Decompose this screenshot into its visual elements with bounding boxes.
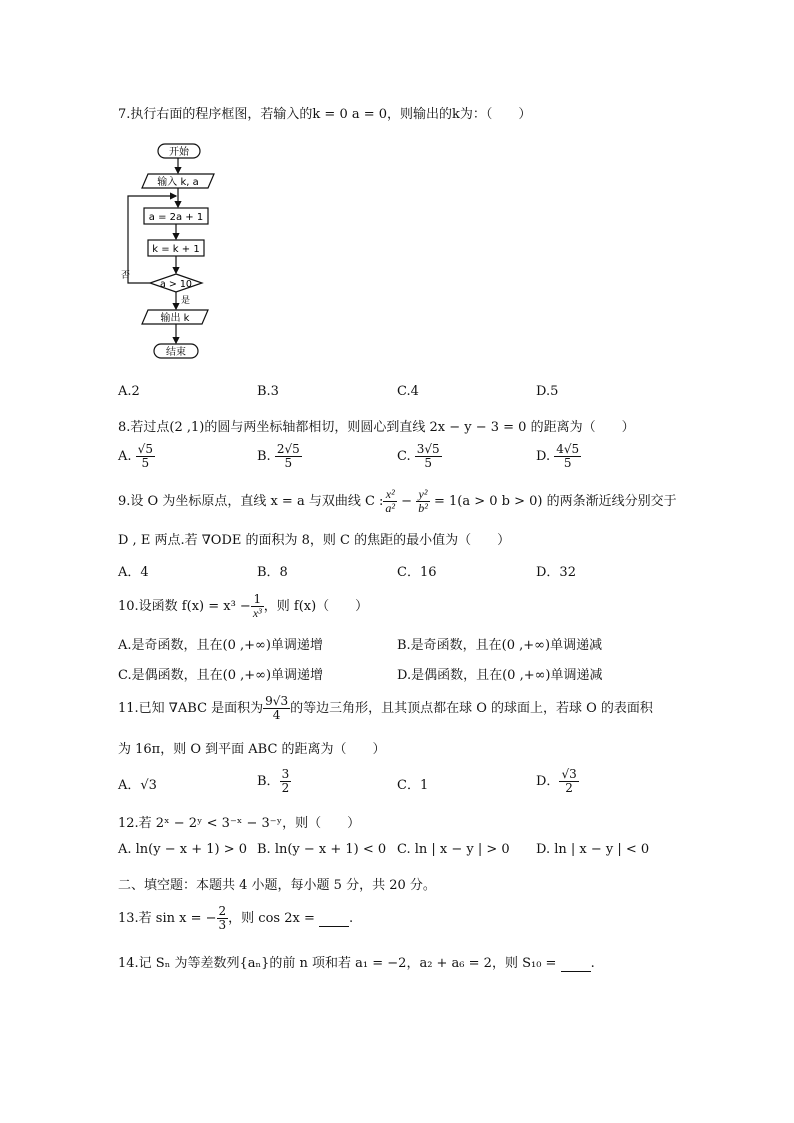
q11-option-d[interactable]: D． $\frac{√3}{2}$ (536, 767, 577, 795)
q9-option-b[interactable]: B．8 (257, 565, 288, 580)
flowchart (118, 138, 238, 368)
q8-option-a[interactable] (118, 443, 155, 470)
q11-option-d-frac: $\frac{√3}{2}$ (561, 767, 577, 795)
flow-step2: k = k + 1 (152, 244, 200, 255)
q7-stem: 7.执行右面的程序框图，若输入的k = 0 a = 0，则输出的k为：（ ） (118, 107, 532, 122)
q9-option-c[interactable]: C．16 (397, 565, 437, 580)
flow-input: 输入 k, a (157, 177, 199, 188)
q8-option-a-label: A. (118, 449, 132, 464)
q7-option-b[interactable]: B.3 (257, 384, 279, 399)
q14-stem: 14.记 Sₙ 为等差数列{aₙ}的前 n 项和若 a₁ = −2，a₂ + a₆ = 2，则 S₁₀ = . (118, 956, 595, 971)
q8-option-b[interactable] (257, 443, 302, 470)
q8-option-d-frac: $\frac{4√5}{5}$ (556, 442, 580, 470)
q12-stem: 12.若 2ˣ − 2ʸ < 3⁻ˣ − 3⁻ʸ，则（ ） (118, 816, 361, 831)
flow-start: 开始 (169, 147, 189, 158)
q11-option-a[interactable]: A．√3 (118, 778, 157, 793)
q9-stem-line1: 9.设 O 为坐标原点，直线 x = a 与双曲线 C : $\frac{\text{x²}}{\text{a²}}$ − $\frac{\text{y²}}{\text{b²}}$ = 1(a > 0 b > 0) 的两条渐近线分别交于 (118, 487, 677, 515)
q8-option-c[interactable] (397, 443, 442, 470)
q9-hyp-frac1: $\frac{\text{x²}}{\text{a²}}$ (385, 487, 396, 515)
q11-stem-line2: 为 16π，则 O 到平面 ABC 的距离为（ ） (118, 742, 386, 757)
q9-option-a[interactable]: A．4 (118, 565, 149, 580)
q8-option-b-frac: $\frac{2√5}{5}$ (276, 442, 300, 470)
flow-yes: 是 (181, 296, 191, 306)
flow-output: 输出 k (160, 313, 190, 324)
q8-stem: 8.若过点(2 ,1)的圆与两坐标轴都相切，则圆心到直线 2x − y − 3 = 0 的距离为（ ） (118, 420, 635, 435)
q12-option-a[interactable]: A. ln(y − x + 1) > 0 (118, 842, 248, 857)
q10-option-b[interactable]: B.是奇函数，且在(0 ,+∞)单调递减 (397, 638, 603, 653)
q10-stem: 10.设函数 f(x) = x³ − $\frac{1}{\text{x³}}$ ，则 f(x)（ ） (118, 592, 369, 620)
q11-stem-line1: 11.已知 ∇ABC 是面积为 $\frac{9√3}{4}$ 的等边三角形，且其顶点都在球 O 的球面上，若球 O 的表面积 (118, 694, 653, 722)
flow-step1: a = 2a + 1 (148, 212, 204, 223)
q9-option-d[interactable]: D．32 (536, 565, 576, 580)
q8-option-d[interactable] (536, 443, 581, 470)
q10-frac: $\frac{1}{\text{x³}}$ (252, 592, 262, 620)
q11-option-c[interactable]: C．1 (397, 778, 429, 793)
q13-frac: $\frac{2}{3}$ (218, 904, 227, 932)
q12-option-b[interactable]: B. ln(y − x + 1) < 0 (257, 842, 387, 857)
q8-option-a-frac: $\frac{√5}{5}$ (137, 442, 153, 470)
q12-option-c[interactable]: C. ln | x − y | > 0 (397, 842, 510, 857)
q11-frac: $\frac{9√3}{4}$ (265, 694, 289, 722)
flow-cond: a > 10 (160, 279, 192, 290)
q10-option-c[interactable]: C.是偶函数，且在(0 ,+∞)单调递增 (118, 668, 324, 683)
q10-option-d[interactable]: D.是偶函数，且在(0 ,+∞)单调递减 (397, 668, 603, 683)
section-2-heading: 二、填空题：本题共 4 小题，每小题 5 分，共 20 分。 (118, 878, 436, 893)
q8-option-c-frac: $\frac{3√5}{5}$ (416, 442, 440, 470)
q9-stem-line2: D , E 两点.若 ∇ODE 的面积为 8，则 C 的焦距的最小值为（ ） (118, 533, 511, 548)
flow-end: 结束 (166, 347, 186, 358)
q11-option-b-frac: $\frac{3}{2}$ (281, 767, 290, 795)
q7-option-a[interactable]: A.2 (118, 384, 140, 399)
q7-option-c[interactable]: C.4 (397, 384, 419, 399)
q13-answer-blank[interactable] (319, 911, 349, 927)
q8-option-b-label: B. (257, 449, 271, 464)
q7-option-d[interactable]: D.5 (536, 384, 559, 399)
q8-option-c-label: C. (397, 449, 411, 464)
flow-no: 否 (121, 271, 131, 281)
q14-answer-blank[interactable] (561, 956, 591, 972)
q8-option-d-label: D. (536, 449, 551, 464)
q13-stem: 13.若 sin x = − $\frac{2}{3}$ ，则 cos 2x = . (118, 904, 354, 932)
q11-option-b[interactable]: B． $\frac{3}{2}$ (257, 767, 290, 795)
q10-option-a[interactable]: A.是奇函数，且在(0 ,+∞)单调递增 (118, 638, 323, 653)
q9-hyp-frac2: $\frac{\text{y²}}{\text{b²}}$ (418, 487, 428, 515)
q12-option-d[interactable]: D. ln | x − y | < 0 (536, 842, 650, 857)
